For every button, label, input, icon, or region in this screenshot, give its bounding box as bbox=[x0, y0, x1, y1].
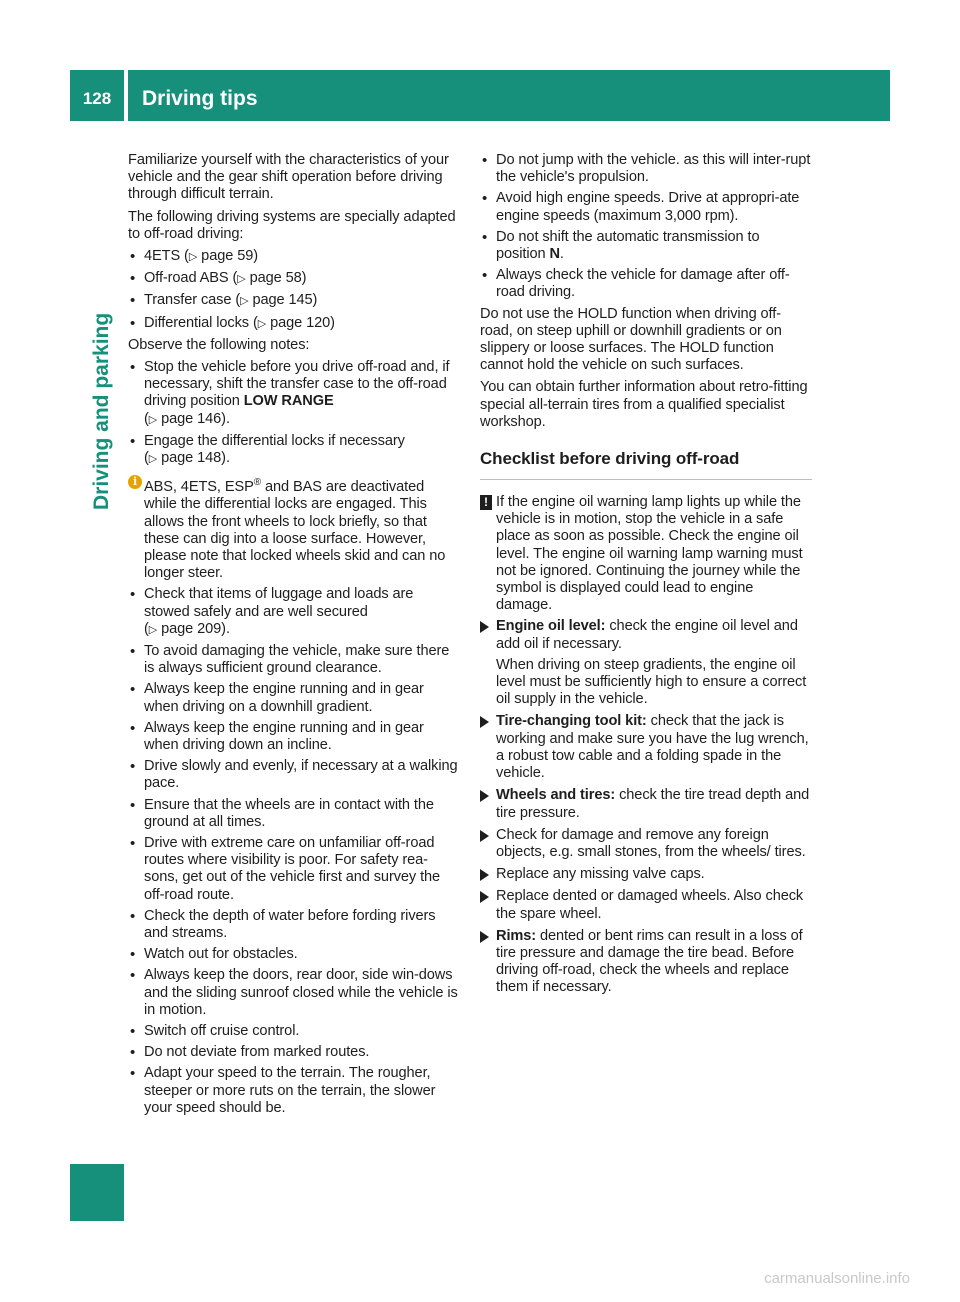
list-item: • Off-road ABS (▷ page 58) bbox=[128, 270, 460, 288]
page-ref-icon: ▷ bbox=[148, 413, 158, 426]
checklist-step: Tire-changing tool kit: check that the jack is working and make sure you have the lug wrench, a robust tow cable and a folding spade in the vehicle. bbox=[480, 713, 812, 782]
step-arrow-icon bbox=[480, 830, 489, 842]
intro-paragraph: Familiarize yourself with the characteristics of your vehicle and the gear shift operation before driving through difficult terrain. bbox=[128, 152, 449, 203]
list-item: • Do not jump with the vehicle. as this will inter-rupt the vehicle's propulsion. bbox=[480, 152, 812, 186]
step-arrow-icon bbox=[480, 891, 489, 903]
page-link[interactable]: page 59) bbox=[201, 248, 258, 265]
list-item: • Ensure that the wheels are in contact with the ground at all times. bbox=[128, 797, 460, 831]
checklist-step: Replace dented or damaged wheels. Also check the spare wheel. bbox=[480, 888, 812, 922]
warning-note: ! If the engine oil warning lamp lights up while the vehicle is in motion, stop the vehicle in a safe place as soon as possible. Check the engine oil level. The engine oil warning lamp warning must not be ignored. Continuing the journey while the symbol is displayed could lead to engine damage. bbox=[480, 494, 812, 614]
list-item: • Always keep the doors, rear door, side win-dows and the sliding sunroof closed while the vehicle is in motion. bbox=[128, 967, 460, 1019]
list-item: • 4ETS (▷ page 59) bbox=[128, 248, 460, 266]
checklist-step: Check for damage and remove any foreign objects, e.g. small stones, from the wheels/ tires. bbox=[480, 827, 812, 861]
step-arrow-icon bbox=[480, 790, 489, 802]
hold-paragraph: Do not use the HOLD function when driving off-road, on steep uphill or downhill gradients or on slippery or loose surfaces. The HOLD function cannot hold the vehicle on such surfaces. bbox=[480, 305, 782, 374]
left-column bbox=[128, 152, 460, 1121]
info-icon: i bbox=[128, 475, 142, 489]
watermark: carmanualsonline.info bbox=[764, 1270, 910, 1287]
header-divider bbox=[124, 70, 128, 121]
list-item: • Drive slowly and evenly, if necessary at a walking pace. bbox=[128, 758, 460, 792]
step-arrow-icon bbox=[480, 931, 489, 943]
list-item: • Always keep the engine running and in gear when driving down an incline. bbox=[128, 720, 460, 754]
page-ref-icon: ▷ bbox=[148, 623, 158, 636]
list-item: • Stop the vehicle before you drive off-road and, if necessary, shift the transfer case to the off-road driving position LOW RANGE (▷ page 146). bbox=[128, 359, 460, 429]
section-marker bbox=[70, 1164, 124, 1221]
notes-heading: Observe the following notes: bbox=[128, 336, 310, 353]
list-item: • Engage the differential locks if necessary (▷ page 148). bbox=[128, 433, 460, 468]
list-item: • Always check the vehicle for damage after off-road driving. bbox=[480, 267, 812, 301]
list-item: • Check that items of luggage and loads are stowed safely and are well secured (▷ page 209). bbox=[128, 586, 460, 639]
page-ref-icon: ▷ bbox=[240, 295, 249, 308]
right-column bbox=[480, 152, 812, 1002]
page-header bbox=[70, 70, 890, 121]
checklist-step: Wheels and tires: check the tire tread depth and tire pressure. bbox=[480, 787, 812, 821]
page-link[interactable]: page 146). bbox=[161, 410, 230, 427]
list-item: • Drive with extreme care on unfamiliar off-road routes where visibility is poor. For safety rea-sons, get out of the vehicle first and survey the off-road route. bbox=[128, 835, 460, 904]
page-ref-icon: ▷ bbox=[257, 317, 267, 330]
warning-icon: ! bbox=[480, 495, 492, 510]
checklist-heading: Checklist before driving off-road bbox=[480, 449, 812, 480]
list-item: • Switch off cruise control. bbox=[128, 1023, 460, 1040]
list-item: • Do not deviate from marked routes. bbox=[128, 1044, 460, 1061]
page-link[interactable]: page 209). bbox=[161, 620, 230, 637]
list-item: • Differential locks (▷ page 120) bbox=[128, 315, 460, 333]
list-item: • Watch out for obstacles. bbox=[128, 946, 460, 963]
page-ref-icon: ▷ bbox=[148, 453, 158, 466]
step-arrow-icon bbox=[480, 621, 489, 633]
page-title: Driving tips bbox=[142, 87, 258, 110]
page-link[interactable]: page 58) bbox=[249, 270, 307, 287]
systems-intro: The following driving systems are specially adapted to off-road driving: bbox=[128, 208, 456, 242]
page-link[interactable]: page 145) bbox=[252, 292, 318, 309]
retrofit-paragraph: You can obtain further information about retro-fitting special all-terrain tires from a qualified specialist workshop. bbox=[480, 379, 808, 430]
page-ref-icon: ▷ bbox=[237, 273, 246, 286]
page-link[interactable]: page 120) bbox=[270, 314, 335, 331]
list-item: • Avoid high engine speeds. Drive at appropri-ate engine speeds (maximum 3,000 rpm). bbox=[480, 190, 812, 224]
list-item: • Always keep the engine running and in gear when driving on a downhill gradient. bbox=[128, 681, 460, 715]
step-arrow-icon bbox=[480, 716, 489, 728]
list-item: • Transfer case (▷ page 145) bbox=[128, 292, 460, 310]
page-ref-icon: ▷ bbox=[188, 251, 198, 264]
step-arrow-icon bbox=[480, 869, 489, 881]
info-note: i ABS, 4ETS, ESP® and BAS are deactivated while the differential locks are engaged. This allows the front wheels to lock briefly, so that these can dig into a loose surface. However, please note that locked wheels skid and can no longer steer. bbox=[128, 474, 460, 582]
section-tab-label: Driving and parking bbox=[90, 312, 113, 510]
page-link[interactable]: page 148). bbox=[161, 450, 230, 467]
list-item: • Adapt your speed to the terrain. The rougher, steeper or more ruts on the terrain, the slower your speed should be. bbox=[128, 1065, 460, 1117]
checklist-step: Engine oil level: check the engine oil level and add oil if necessary. When driving on steep gradients, the engine oil level must be sufficiently high to ensure a correct oil supply in the vehicle. bbox=[480, 618, 812, 708]
list-item: • To avoid damaging the vehicle, make sure there is always sufficient ground clearance. bbox=[128, 643, 460, 677]
page-number: 128 bbox=[82, 89, 112, 108]
list-item: • Check the depth of water before fording rivers and streams. bbox=[128, 908, 460, 942]
checklist-step: Rims: dented or bent rims can result in a loss of tire pressure and damage the tire bead. Before driving off-road, check the wheels and replace them if necessary. bbox=[480, 928, 812, 997]
list-item: • Do not shift the automatic transmission to position N. bbox=[480, 229, 812, 263]
checklist-step: Replace any missing valve caps. bbox=[480, 866, 812, 883]
